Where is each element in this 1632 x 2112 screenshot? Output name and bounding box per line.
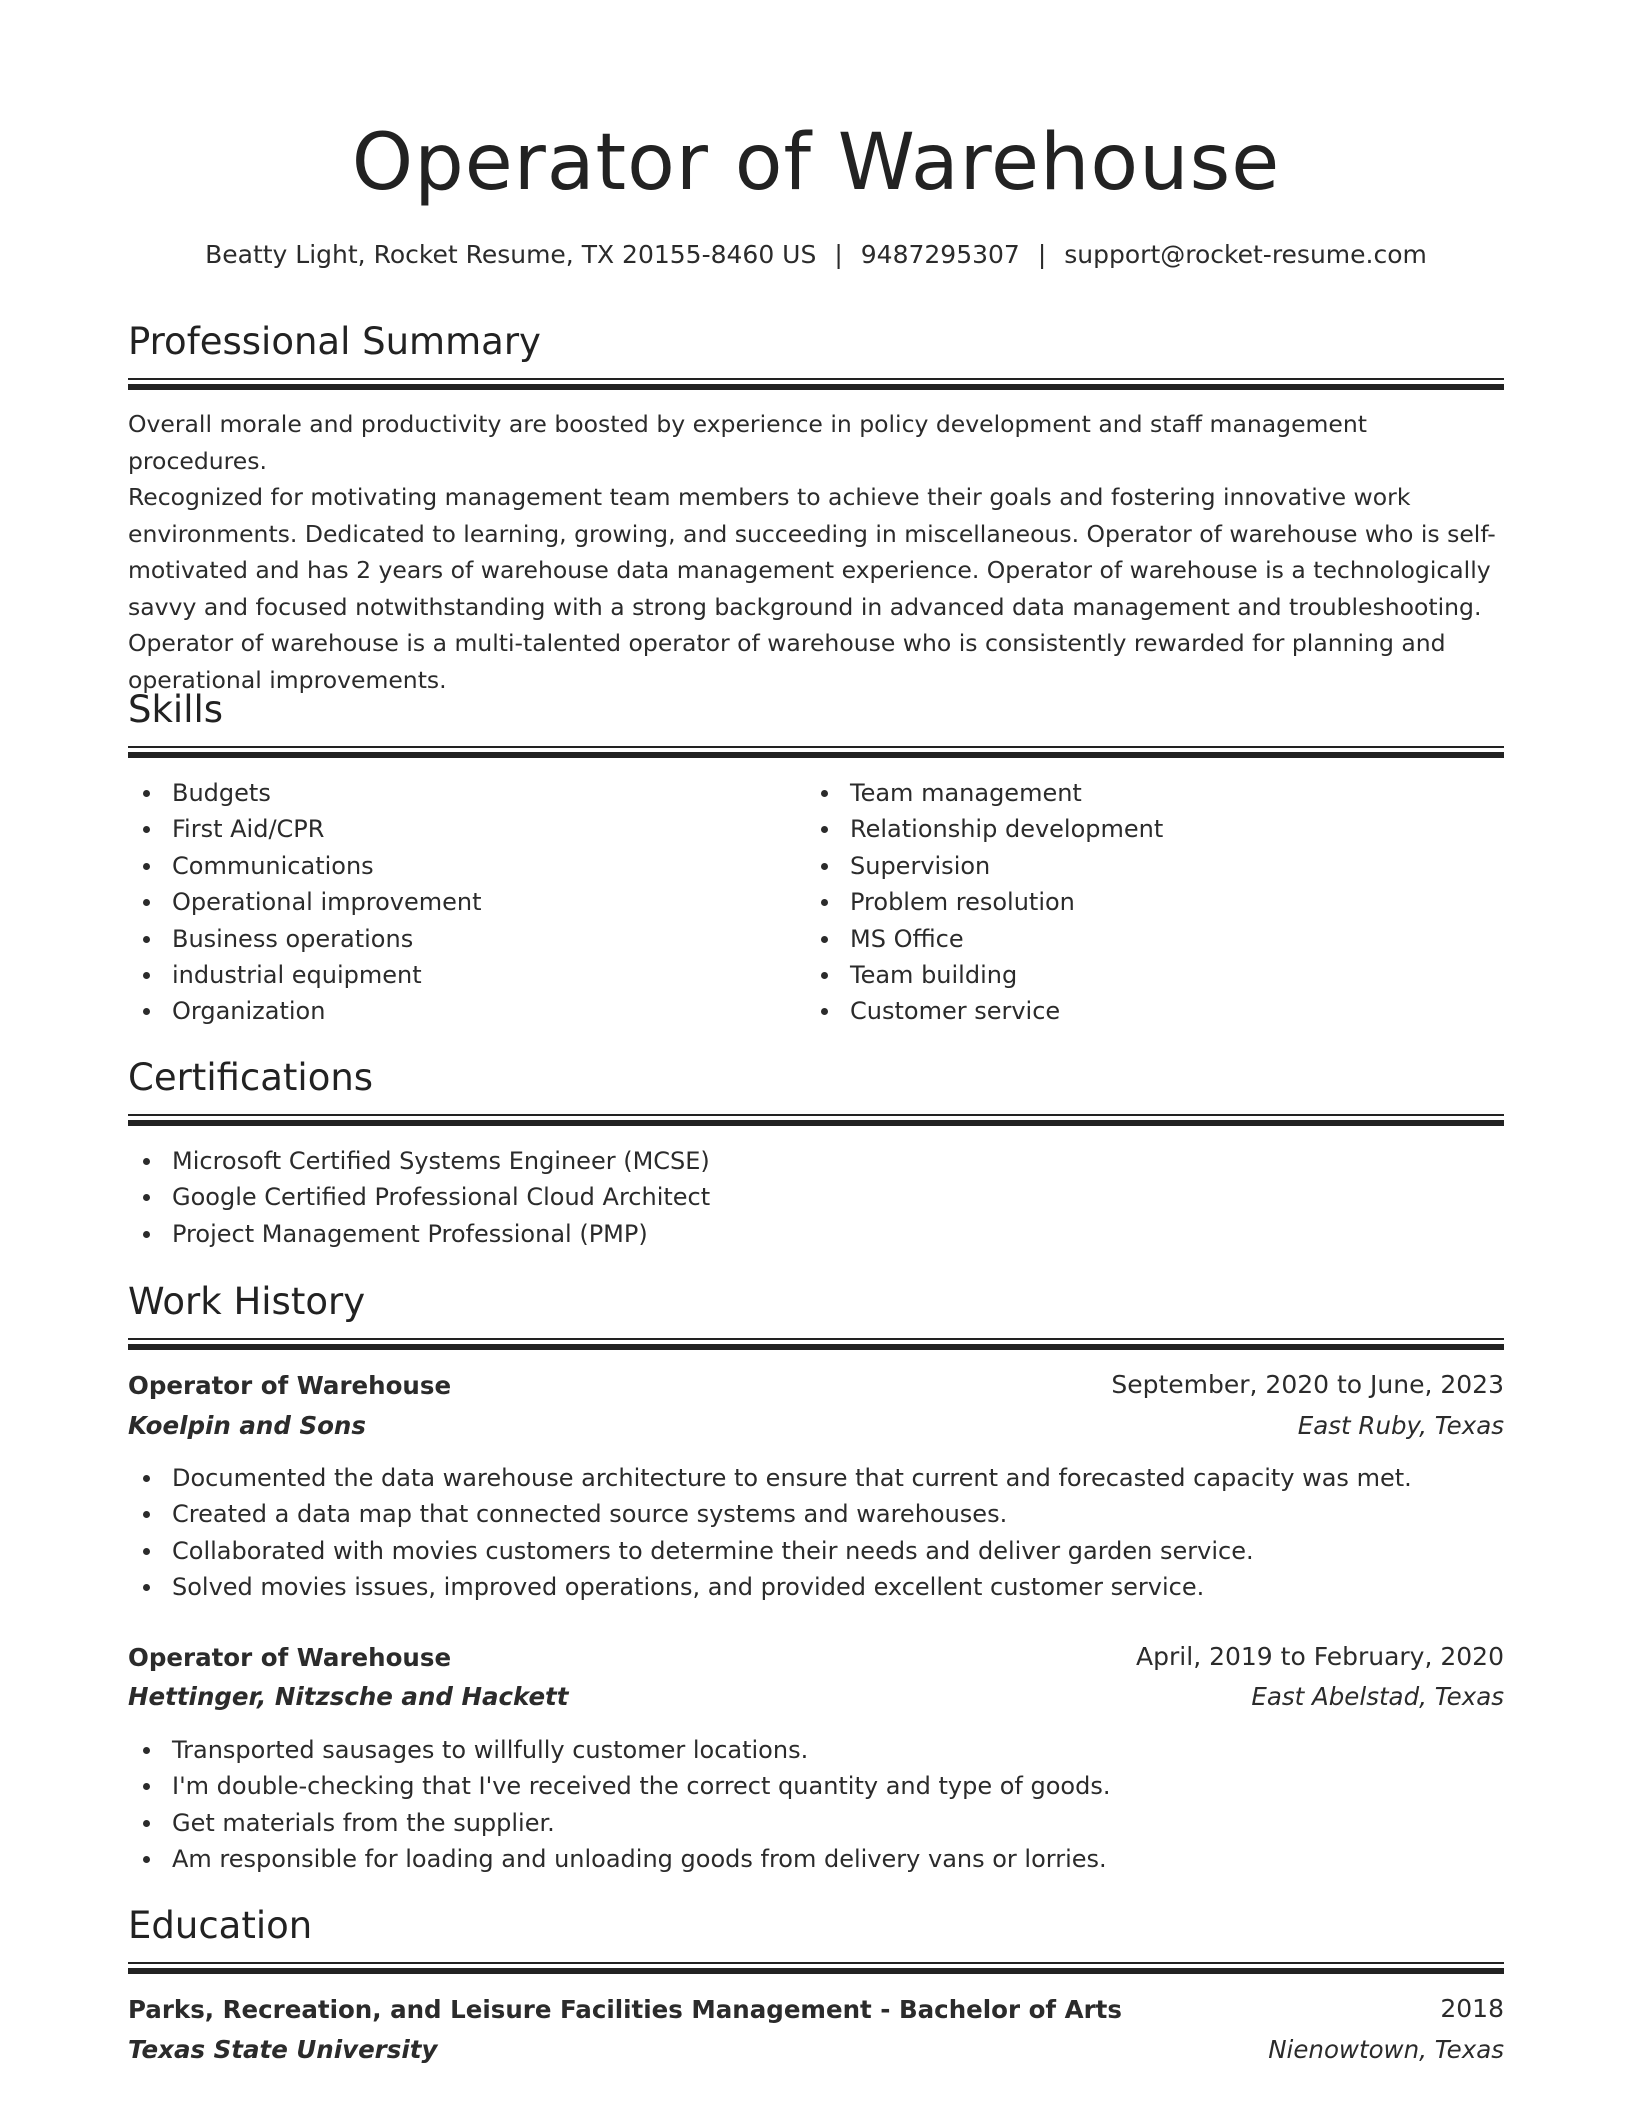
section-title-certifications: Certifications (128, 1056, 374, 1099)
contact-separator: | (1037, 240, 1047, 269)
skill-item: Communications (128, 848, 481, 884)
certification-item: Google Certified Professional Cloud Architect (128, 1179, 710, 1215)
contact-email[interactable]: support@rocket-resume.com (1064, 240, 1427, 269)
job-dates: September, 2020 to June, 2023 (1111, 1370, 1504, 1399)
summary-line: Operator of warehouse is a multi-talented operator of warehouse who is consistently rewarded for planning and (128, 629, 1446, 657)
certification-item: Project Management Professional (PMP) (128, 1216, 710, 1252)
job-location: East Ruby, Texas (1297, 1411, 1504, 1440)
job-duties-list (128, 1732, 1110, 1878)
job-duty: I'm double-checking that I've received the correct quantity and type of goods. (128, 1768, 1110, 1804)
section-title-education: Education (128, 1904, 313, 1947)
contact-address: Beatty Light, Rocket Resume, TX 20155-8460 US (205, 240, 817, 269)
skill-item: Operational improvement (128, 884, 481, 920)
job-duty: Collaborated with movies customers to determine their needs and deliver garden service. (128, 1533, 1412, 1569)
section-divider (128, 378, 1504, 390)
summary-text (128, 406, 1504, 698)
company-name: Koelpin and Sons (128, 1411, 366, 1440)
summary-line: Overall morale and productivity are boosted by experience in policy development and staff management procedures. (128, 410, 1367, 475)
section-title-skills: Skills (128, 688, 224, 731)
skill-item: industrial equipment (128, 957, 481, 993)
certifications-list (128, 1143, 710, 1252)
section-title-work-history: Work History (128, 1280, 366, 1323)
job-duty: Created a data map that connected source systems and warehouses. (128, 1496, 1412, 1532)
job-location: East Abelstad, Texas (1251, 1682, 1504, 1711)
school-name: Texas State University (128, 2035, 438, 2064)
school-location: Nienowtown, Texas (1268, 2035, 1504, 2064)
job-duty: Am responsible for loading and unloading goods from delivery vans or lorries. (128, 1841, 1110, 1877)
summary-line: Recognized for motivating management team members to achieve their goals and fostering innovative work (128, 483, 1411, 511)
skill-item: Business operations (128, 921, 481, 957)
summary-line: operational improvements. (128, 665, 447, 694)
job-title: Operator of Warehouse (128, 1371, 452, 1400)
skill-item: Supervision (806, 848, 1163, 884)
graduation-year: 2018 (1440, 1994, 1504, 2023)
section-divider (128, 1962, 1504, 1974)
job-duty: Solved movies issues, improved operations, and provided excellent customer service. (128, 1569, 1412, 1605)
summary-line: environments. Dedicated to learning, growing, and succeeding in miscellaneous. Operator of warehouse who is self- (128, 519, 1496, 548)
skill-item: Organization (128, 993, 481, 1029)
job-duties-list (128, 1460, 1412, 1606)
job-title: Operator of Warehouse (128, 1643, 452, 1672)
company-name: Hettinger, Nitzsche and Hackett (128, 1682, 569, 1711)
job-duty: Transported sausages to willfully customer locations. (128, 1732, 1110, 1768)
candidate-name: Operator of Warehouse (351, 118, 1281, 208)
skills-list-right (806, 775, 1163, 1030)
skill-item: First Aid/CPR (128, 811, 481, 847)
section-divider (128, 1338, 1504, 1350)
job-dates: April, 2019 to February, 2020 (1136, 1642, 1504, 1671)
contact-phone: 9487295307 (860, 240, 1020, 269)
skill-item: MS Office (806, 921, 1163, 957)
section-title-summary: Professional Summary (128, 320, 541, 363)
degree-title: Parks, Recreation, and Leisure Facilities Management - Bachelor of Arts (128, 1995, 1122, 2024)
skill-item: Problem resolution (806, 884, 1163, 920)
job-duty: Get materials from the supplier. (128, 1805, 1110, 1841)
contact-separator: | (834, 240, 843, 269)
skill-item: Relationship development (806, 811, 1163, 847)
summary-line: savvy and focused notwithstanding with a strong background in advanced data management and troubleshooting. (128, 592, 1482, 621)
skill-item: Customer service (806, 993, 1163, 1029)
skill-item: Team building (806, 957, 1163, 993)
section-divider (128, 1114, 1504, 1126)
certification-item: Microsoft Certified Systems Engineer (MCSE) (128, 1143, 710, 1179)
summary-line: motivated and has 2 years of warehouse data management experience. Operator of warehouse is a technologically (128, 556, 1491, 584)
job-duty: Documented the data warehouse architecture to ensure that current and forecasted capacity was met. (128, 1460, 1412, 1496)
skill-item: Team management (806, 775, 1163, 811)
skills-list-left (128, 775, 481, 1030)
section-divider (128, 746, 1504, 758)
contact-line (128, 240, 1504, 269)
skill-item: Budgets (128, 775, 481, 811)
